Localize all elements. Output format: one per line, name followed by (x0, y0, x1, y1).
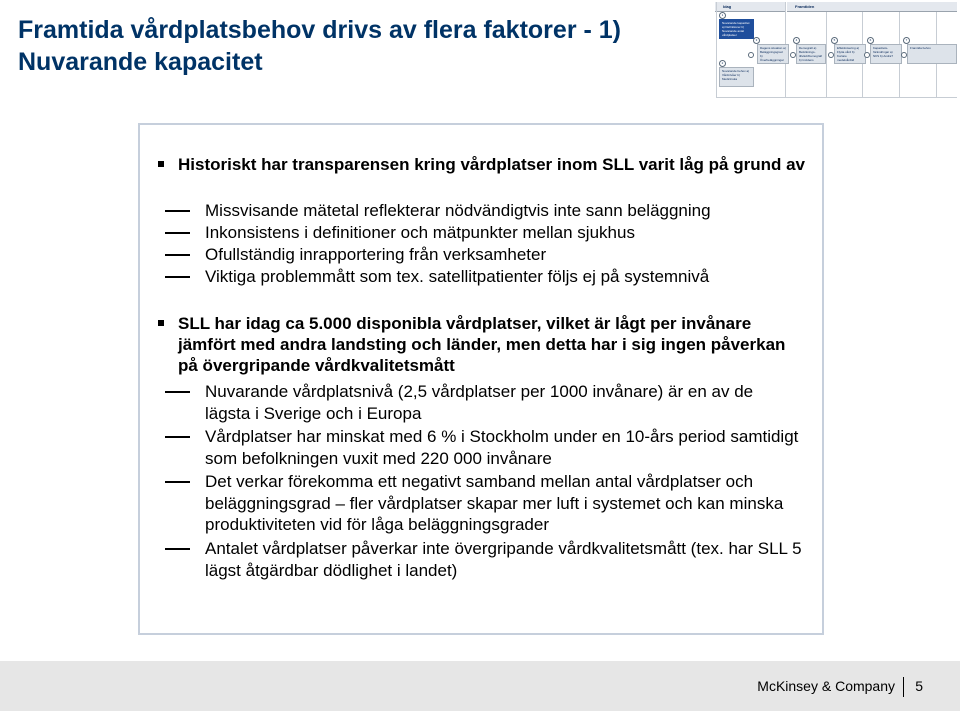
step-number-5: 5 (831, 37, 838, 44)
dash-marker (165, 548, 190, 550)
bullet-text: Historiskt har transparensen kring vårdplatser inom SLL varit låg på grund av (178, 155, 805, 174)
dash-marker (165, 210, 190, 212)
sub-bullet (205, 222, 802, 244)
sub-bullet-text: Det verkar förekomma ett negativt samband mellan antal vårdplatser och beläggningsgrad – fler vårdplatser skapar mer luft i systemet och kan minska produktiviteten vid för låga beläggningsgrader (205, 472, 784, 534)
step-number-4: 4 (793, 37, 800, 44)
bullet-square (158, 161, 164, 167)
dash-marker (165, 436, 190, 438)
nav-box-today: Dagens situation a) Beläggningsgrad b) Överbeläggningar c) Satellitpatienter (757, 44, 789, 64)
navigation-diagram (713, 0, 960, 100)
dash-marker (165, 254, 190, 256)
bullet-capacity (178, 313, 806, 376)
sub-bullet (205, 244, 802, 266)
sub-bullet (205, 266, 802, 288)
bullet-transparency (178, 154, 806, 175)
company-name: McKinsey & Company (757, 678, 895, 694)
step-number-6: 6 (867, 37, 874, 44)
nav-box-current-capacity: Nuvarande kapacitet a) Definitioner b) Nuvarande antal vårdplatser (719, 19, 754, 39)
step-number-7: 7 (903, 37, 910, 44)
sub-bullet (205, 200, 802, 222)
bullet-square (158, 320, 164, 326)
page-number: 5 (915, 678, 923, 694)
step-number-3: 3 (753, 37, 760, 44)
nav-box-demography: Demografi a) Befolknings-tillväxt/Demografi b) Incidens (796, 44, 826, 64)
dash-marker (165, 276, 190, 278)
slide-title: Framtida vårdplatsbehov drivs av flera faktorer - 1) Nuvarande kapacitet (18, 16, 621, 76)
nav-box-current-need: Nuvarande behov a) Vårdnivåer b) Medicinska (719, 67, 754, 87)
nav-baseline (716, 97, 957, 98)
sub-bullet-text: Antalet vårdplatser påverkar inte övergripande vårdkvalitetsmått (tex. har SLL 5 lägst åtgärdbar dödlighet i landet) (205, 539, 802, 580)
step-number-1: 1 (719, 12, 726, 19)
nav-header-future: Framtiden (787, 2, 957, 12)
plus-icon (748, 52, 754, 58)
sub-bullet (205, 471, 802, 536)
step-number-2: 2 (719, 60, 726, 67)
sub-bullet-text: Nuvarande vårdplatsnivå (2,5 vårdplatser per 1000 invånare) är en av de lägsta i Sverige och i Europa (205, 382, 754, 423)
nav-box-capacity: Kapacitets-förändringar a) NKS b) Andra? (870, 44, 902, 64)
nav-divider (826, 12, 827, 97)
sub-bullet-text: Vårdplatser har minskat med 6 % i Stockholm under en 10-års period samtidigt som befolkningen vuxit med 220 000 invånare (205, 427, 799, 468)
nav-box-future: Framtida behov (907, 44, 957, 64)
sub-bullet-text: Ofullständig inrapportering från verksamheter (205, 245, 547, 264)
dash-marker (165, 481, 190, 483)
nav-divider (716, 2, 717, 97)
sub-bullet (205, 381, 802, 424)
sub-bullet-text: Missvisande mätetal reflekterar nödvändigtvis inte sann beläggning (205, 201, 711, 220)
dash-marker (165, 391, 190, 393)
sub-bullet-text: Inkonsistens i definitioner och mätpunkter mellan sjukhus (205, 223, 635, 242)
sub-bullet (205, 426, 802, 469)
bullet-text: SLL har idag ca 5.000 disponibla vårdplatser, vilket är lågt per invånare jämfört med andra landsting och länder, men detta har i sig ingen påverkan på övergripande vårdkvalitetsmått (178, 314, 786, 375)
footer-separator (903, 677, 904, 697)
sub-bullet (205, 538, 802, 581)
footer (0, 661, 960, 711)
nav-header-today: Idag (715, 2, 785, 12)
nav-box-efficiency: Effektivisering a) Flytta vård b) Kortare medelvårdtid (834, 44, 866, 64)
sub-bullet-text: Viktiga problemmått som tex. satellitpatienter följs ej på systemnivå (205, 267, 710, 286)
content-box (138, 123, 824, 635)
dash-marker (165, 232, 190, 234)
